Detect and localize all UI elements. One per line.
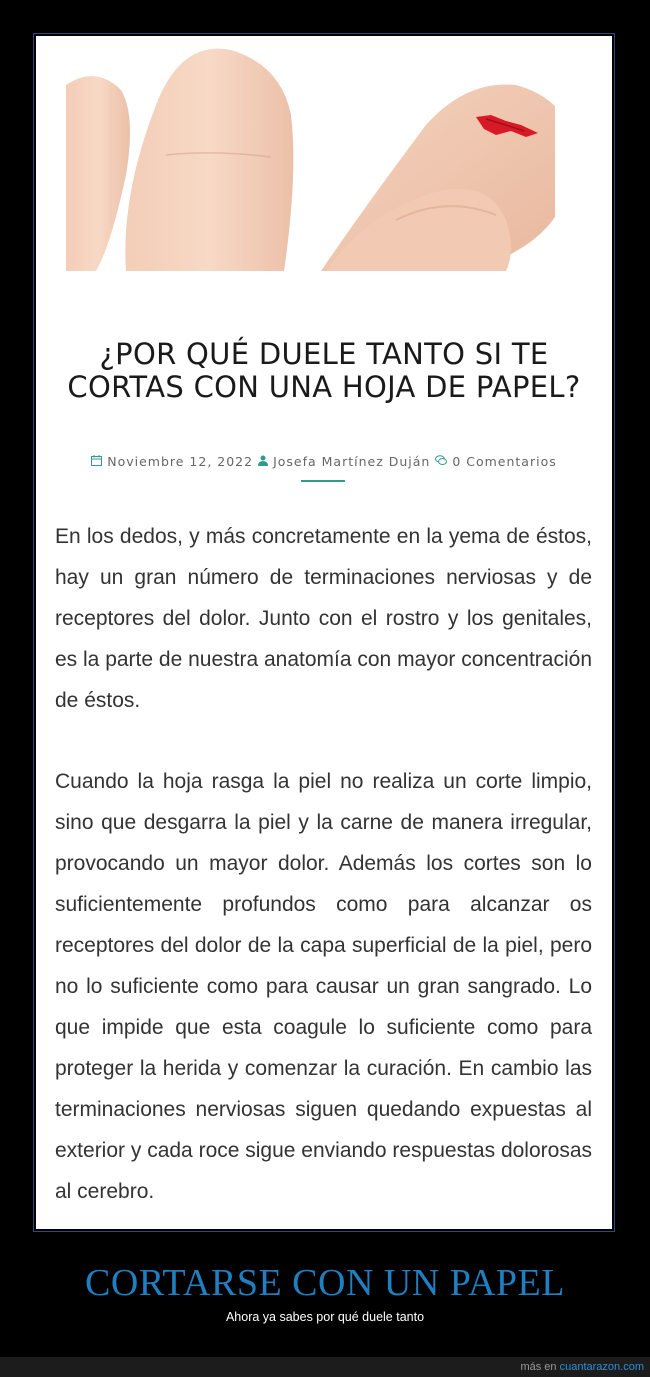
article-card [36, 36, 612, 1229]
caption-subtitle: Ahora ya sabes por qué duele tanto [225, 1310, 425, 1324]
article-meta [36, 454, 612, 469]
title-divider [301, 480, 345, 482]
caption-title[interactable]: CORTARSE CON UN PAPEL [85, 1262, 565, 1304]
post-frame [33, 33, 615, 1232]
finger-illustration [66, 45, 555, 271]
article-title: ¿POR QUÉ DUELE TANTO SI TE CORTAS CON UNA HOJA DE PAPEL? [67, 337, 581, 404]
finger-cut-image [66, 45, 555, 271]
post-author[interactable]: Josefa Martínez Duján [273, 454, 431, 469]
site-footer [0, 1357, 650, 1377]
site-link[interactable]: cuantarazon.com [559, 1361, 644, 1373]
footer-prefix: más en [520, 1361, 557, 1373]
paragraph: Cuando la hoja rasga la piel no realiza un corte limpio, sino que desgarra la piel y la carne de manera irregular, provocando un mayor dolor. Además los cortes son lo suficientemente profundos como para alcanzar os receptores del dolor de la capa superficial de la piel, pero no lo suficiente como para causar un gran sangrado. Lo que impide que esta coagule lo suficiente como para proteger la herida y comenzar la curación. En cambio las terminaciones nerviosas siguen quedando expuestas al exterior y cada roce sigue enviando respuestas dolorosas al cerebro. [55, 770, 592, 1203]
post-comments-link[interactable]: 0 Comentarios [452, 454, 557, 469]
comments-icon [435, 455, 447, 469]
post-caption [0, 1260, 650, 1324]
paragraph: En los dedos, y más concretamente en la yema de éstos, hay un gran número de terminaciones nerviosas y de receptores del dolor. Junto con el rostro y los genitales, es la parte de nuestra anatomía con mayor concentración de éstos. [55, 525, 592, 712]
user-icon [258, 455, 268, 469]
article-body [55, 516, 592, 1229]
calendar-icon [91, 455, 102, 469]
post-date: Noviembre 12, 2022 [107, 454, 254, 469]
